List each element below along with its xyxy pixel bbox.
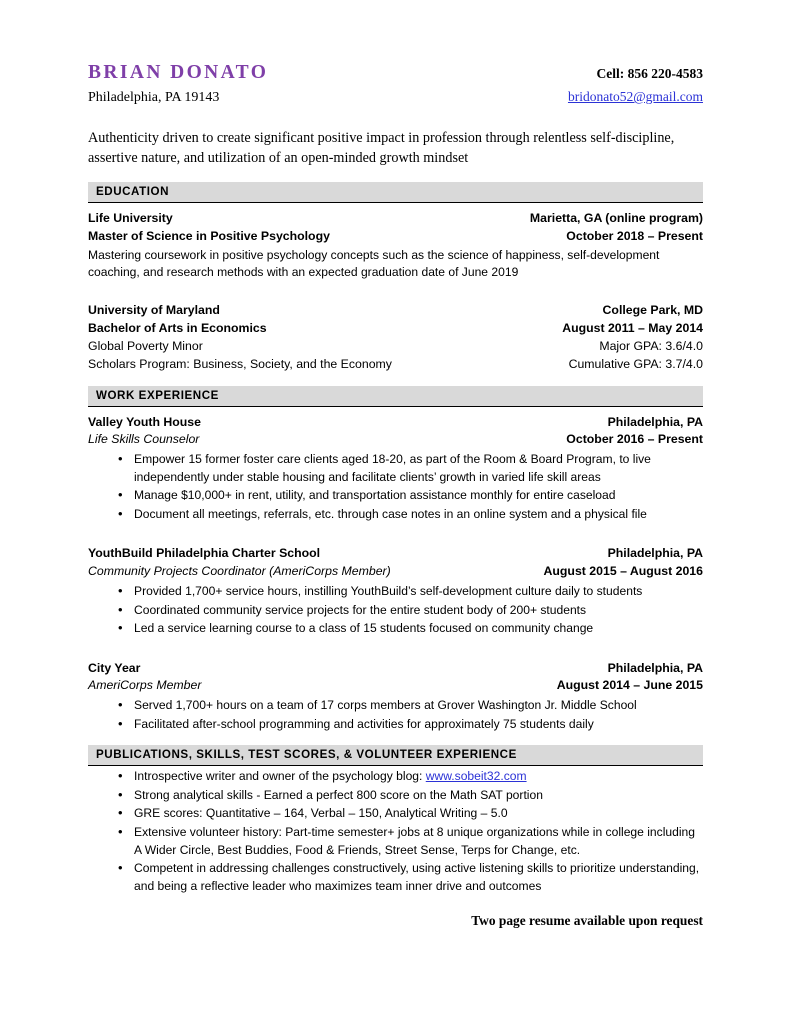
work-entry [88, 414, 703, 524]
list-item: • Extensive volunteer history: Part-time semester+ jobs at 8 unique organizations while in college including A Wider Circle, Best Buddies, Food & Friends, Street Sense, Terps for Change, etc. [134, 824, 703, 859]
entry-role-row [88, 563, 703, 581]
footer-note: Two page resume available upon request [471, 913, 703, 929]
publications-bullet-list [88, 768, 703, 895]
bullet-list [88, 697, 703, 733]
page-title: BRIAN DONATO [88, 62, 269, 83]
entry-org-row [88, 210, 703, 228]
section-header-publications: PUBLICATIONS, SKILLS, TEST SCORES, & VOLUNTEER EXPERIENCE [88, 745, 703, 765]
list-item: • GRE scores: Quantitative – 164, Verbal – 150, Analytical Writing – 5.0 [134, 805, 703, 823]
entry-role-row [88, 320, 703, 338]
entry-org-row [88, 545, 703, 563]
job-dates: August 2014 – June 2015 [556, 678, 703, 693]
list-item: • Document all meetings, referrals, etc. through case notes in an online system and a physical file [134, 506, 703, 524]
entry-org-row [88, 414, 703, 432]
entry-org-row [88, 660, 703, 678]
job-dates: October 2016 – Present [566, 432, 703, 447]
scholars-program-text: Scholars Program: Business, Society, and the Economy [88, 356, 392, 371]
blog-link[interactable]: www.sobeit32.com [425, 769, 527, 784]
list-item: • Led a service learning course to a class of 15 students focused on community change [134, 620, 703, 638]
employer-name: YouthBuild Philadelphia Charter School [88, 546, 321, 561]
job-title: AmeriCorps Member [88, 678, 202, 693]
education-entry [88, 210, 703, 281]
bullet-list [88, 583, 703, 638]
header-top-row [88, 62, 703, 84]
list-item: • Facilitated after-school programming and activities for approximately 75 students daily [134, 716, 703, 734]
section-header-education: EDUCATION [88, 182, 703, 202]
list-item: • Competent in addressing challenges constructively, using active listening skills to prioritize understanding, and being a reflective leader who maximizes team inner drive and outcomes [134, 860, 703, 895]
list-item [134, 768, 703, 786]
list-item: • Empower 15 former foster care clients aged 18-20, as part of the Room & Board Program, to live independently under stable housing and facilitate clients’ growth in varied life skill areas [134, 451, 703, 486]
education-description: Mastering coursework in positive psychology concepts such as the science of happiness, self-development coaching, and research methods with an expected graduation date of June 2019 [88, 247, 660, 280]
entry-detail-row [88, 338, 703, 356]
education-entry [88, 302, 703, 373]
org-location: Marietta, GA (online program) [529, 211, 703, 226]
degree-title: Master of Science in Positive Psychology [88, 229, 330, 244]
employer-location: Philadelphia, PA [607, 546, 703, 561]
job-title: Community Projects Coordinator (AmeriCorps Member) [88, 564, 391, 579]
summary-text: Authenticity driven to create significant positive impact in profession through relentless self-discipline, assertive nature, and utilization of an open-minded growth mindset [88, 130, 675, 167]
degree-title: Bachelor of Arts in Economics [88, 321, 267, 336]
phone-text: Cell: 856 220-4583 [596, 66, 703, 81]
divider [88, 765, 703, 766]
blog-text: Introspective writer and owner of the psychology blog: [134, 769, 426, 784]
employer-location: Philadelphia, PA [607, 660, 703, 675]
bullet-list [88, 451, 703, 523]
list-item: • Strong analytical skills - Earned a perfect 800 score on the Math SAT portion [134, 787, 703, 805]
spacer [88, 639, 703, 653]
cumulative-gpa: Cumulative GPA: 3.7/4.0 [568, 356, 703, 371]
org-location: College Park, MD [602, 303, 703, 318]
minor-text: Global Poverty Minor [88, 338, 203, 353]
degree-dates: August 2011 – May 2014 [562, 321, 703, 336]
section-header-work-experience: WORK EXPERIENCE [88, 386, 703, 406]
spacer [88, 281, 703, 295]
list-item: • Coordinated community service projects for the entire student body of 200+ students [134, 602, 703, 620]
employer-location: Philadelphia, PA [607, 414, 703, 429]
entry-role-row [88, 431, 703, 449]
major-gpa: Major GPA: 3.6/4.0 [599, 338, 703, 353]
job-dates: August 2015 – August 2016 [543, 564, 703, 579]
employer-name: Valley Youth House [88, 414, 201, 429]
degree-dates: October 2018 – Present [566, 229, 703, 244]
list-item: • Served 1,700+ hours on a team of 17 corps members at Grover Washington Jr. Middle School [134, 697, 703, 715]
header-second-row [88, 89, 703, 106]
entry-role-row [88, 677, 703, 695]
org-name: University of Maryland [88, 303, 220, 318]
entry-detail-row [88, 356, 703, 374]
org-name: Life University [88, 211, 173, 226]
email-link[interactable]: bridonato52@gmail.com [567, 89, 703, 104]
list-item: • Provided 1,700+ service hours, instilling YouthBuild’s self-development culture daily to students [134, 583, 703, 601]
employer-name: City Year [88, 660, 141, 675]
entry-org-row [88, 302, 703, 320]
entry-role-row [88, 228, 703, 246]
list-item: • Manage $10,000+ in rent, utility, and transportation assistance monthly for entire caseload [134, 487, 703, 505]
job-title: Life Skills Counselor [88, 432, 200, 447]
divider [88, 202, 703, 203]
divider [88, 406, 703, 407]
work-entry [88, 545, 703, 637]
work-entry [88, 660, 703, 734]
spacer [88, 524, 703, 538]
location-text: Philadelphia, PA 19143 [88, 90, 220, 105]
